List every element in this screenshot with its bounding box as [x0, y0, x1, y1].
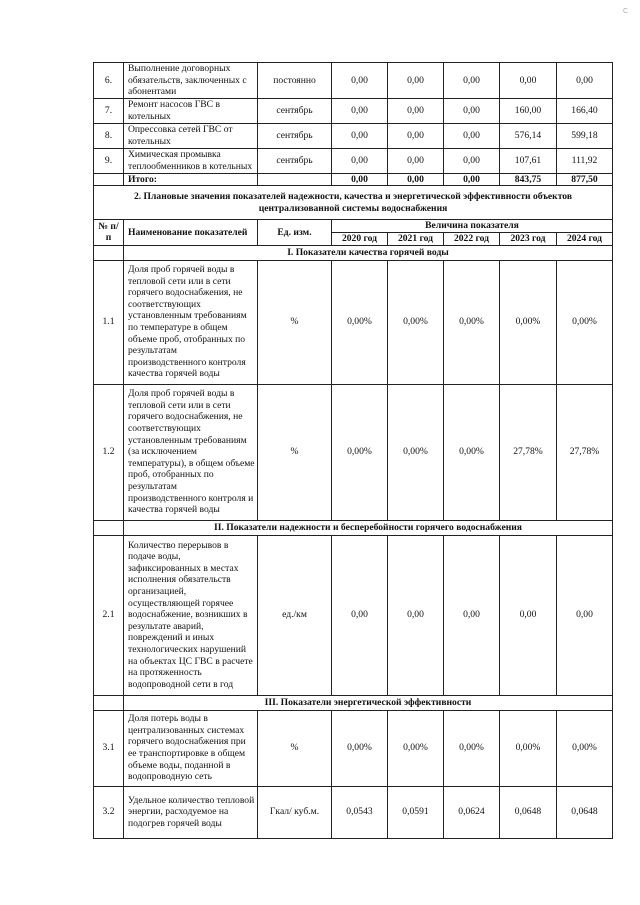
row-value: 0,00 [444, 535, 500, 695]
table-row [94, 148, 613, 173]
table-row [94, 63, 613, 99]
row-value: 0,00 [444, 98, 500, 123]
row-value: 0,0648 [500, 786, 557, 838]
corner-mark: С [622, 8, 628, 15]
row-value: 0,00 [332, 148, 388, 173]
row-unit: ед./км [258, 535, 332, 695]
group-title-row [94, 695, 613, 710]
table-row [94, 98, 613, 123]
group-title: I. Показатели качества горячей воды [124, 245, 613, 260]
row-value: 0,00 [332, 63, 388, 99]
row-name: Доля проб горячей воды в тепловой сети или в сети горячего водоснабжения, не соответствующих установленным требованиям (за исключением температуры), в общем объеме проб, отобранных по результатам производственного контроля и качества горячей воды [124, 384, 258, 520]
section-title: 2. Плановые значения показателей надежности, качества и энергетической эффективности объектов централизованной системы водоснабжения [94, 186, 613, 220]
row-value: 0,00% [388, 710, 444, 786]
row-name: Удельное количество тепловой энергии, расходуемое на подогрев горячей воды [124, 786, 258, 838]
row-value: 107,61 [500, 148, 557, 173]
row-period: постоянно [258, 63, 332, 99]
row-value: 0,00% [332, 710, 388, 786]
row-value: 0,00% [557, 260, 613, 384]
row-period: сентябрь [258, 98, 332, 123]
row-value: 0,00% [500, 260, 557, 384]
row-value: 0,00% [388, 384, 444, 520]
table-row [94, 384, 613, 520]
row-value: 0,00 [332, 535, 388, 695]
total-value: 843,75 [500, 173, 557, 186]
row-value: 0,00 [444, 63, 500, 99]
row-number: 1.2 [94, 384, 124, 520]
total-value: 877,50 [557, 173, 613, 186]
row-value: 0,00% [500, 710, 557, 786]
document-page [93, 62, 612, 839]
row-name: Химическая промывка теплообменников в котельных [124, 148, 258, 173]
row-value: 0,00 [332, 98, 388, 123]
header-year: 2023 год [500, 232, 557, 245]
table-row [94, 535, 613, 695]
row-value: 0,0591 [388, 786, 444, 838]
row-value: 0,00% [444, 260, 500, 384]
header-year: 2022 год [444, 232, 500, 245]
row-unit: % [258, 260, 332, 384]
group-title-row [94, 245, 613, 260]
row-number: 7. [94, 98, 124, 123]
row-value: 0,00 [388, 123, 444, 148]
row-name: Доля потерь воды в централизованных системах горячего водоснабжения при ее транспортировке в общем объеме воды, поданной в водопроводную сеть [124, 710, 258, 786]
total-value: 0,00 [388, 173, 444, 186]
header-year: 2021 год [388, 232, 444, 245]
row-value: 0,00 [500, 535, 557, 695]
table-row [94, 786, 613, 838]
row-period: сентябрь [258, 148, 332, 173]
header-unit: Ед. изм. [258, 220, 332, 245]
row-period: сентябрь [258, 123, 332, 148]
row-number: 8. [94, 123, 124, 148]
row-value: 0,00 [444, 123, 500, 148]
header-values: Величина показателя [332, 220, 613, 233]
row-value: 0,0624 [444, 786, 500, 838]
row-value: 0,00 [388, 148, 444, 173]
row-value: 0,00 [557, 63, 613, 99]
group-title: II. Показатели надежности и бесперебойности горячего водоснабжения [124, 520, 613, 535]
row-value: 0,00 [388, 98, 444, 123]
row-unit: Гкал/ куб.м. [258, 786, 332, 838]
row-value: 0,00% [388, 260, 444, 384]
table-row [94, 710, 613, 786]
table-row [94, 260, 613, 384]
header-year: 2020 год [332, 232, 388, 245]
row-number: 2.1 [94, 535, 124, 695]
row-value: 0,00 [500, 63, 557, 99]
row-value: 0,00% [557, 710, 613, 786]
total-value: 0,00 [444, 173, 500, 186]
row-value: 0,00 [557, 535, 613, 695]
row-unit: % [258, 710, 332, 786]
row-name: Ремонт насосов ГВС в котельных [124, 98, 258, 123]
row-number: 6. [94, 63, 124, 99]
row-value: 111,92 [557, 148, 613, 173]
row-value: 0,0648 [557, 786, 613, 838]
row-value: 0,00 [388, 535, 444, 695]
row-value: 0,00% [332, 384, 388, 520]
row-value: 160,00 [500, 98, 557, 123]
row-number: 1.1 [94, 260, 124, 384]
row-value: 27,78% [557, 384, 613, 520]
header-name: Наименование показателей [124, 220, 258, 245]
row-name: Выполнение договорных обязательств, заключенных с абонентами [124, 63, 258, 99]
header-row [94, 220, 613, 233]
row-value: 27,78% [500, 384, 557, 520]
total-row [94, 173, 613, 186]
row-number: 9. [94, 148, 124, 173]
table-row [94, 123, 613, 148]
row-name: Доля проб горячей воды в тепловой сети или в сети горячего водоснабжения, не соответствующих установленным требованиям по температуре в общем объеме проб, отобранных по результатам производственного контроля качества горячей воды [124, 260, 258, 384]
total-label: Итого: [124, 173, 258, 186]
row-number: 3.1 [94, 710, 124, 786]
row-unit: % [258, 384, 332, 520]
row-number: 3.2 [94, 786, 124, 838]
indicators-table [93, 62, 613, 839]
row-value: 0,00 [332, 123, 388, 148]
row-value: 0,00% [444, 384, 500, 520]
group-title: III. Показатели энергетической эффективности [124, 695, 613, 710]
row-value: 0,00% [332, 260, 388, 384]
row-value: 576,14 [500, 123, 557, 148]
header-num: № п/п [94, 220, 124, 245]
row-name: Опрессовка сетей ГВС от котельных [124, 123, 258, 148]
header-year: 2024 год [557, 232, 613, 245]
row-value: 0,00 [444, 148, 500, 173]
row-name: Количество перерывов в подаче воды, зафиксированных в местах исполнения обязательств организацией, осуществляющей горячее водоснабжение, возникших в результате аварий, повреждений и иных технологических нарушений на объектах ЦС ГВС в расчете на протяженность водопроводной сети в год [124, 535, 258, 695]
row-value: 0,00% [444, 710, 500, 786]
section-title-row [94, 186, 613, 220]
row-value: 0,00 [388, 63, 444, 99]
group-title-row [94, 520, 613, 535]
row-value: 599,18 [557, 123, 613, 148]
row-value: 166,40 [557, 98, 613, 123]
row-value: 0,0543 [332, 786, 388, 838]
total-value: 0,00 [332, 173, 388, 186]
